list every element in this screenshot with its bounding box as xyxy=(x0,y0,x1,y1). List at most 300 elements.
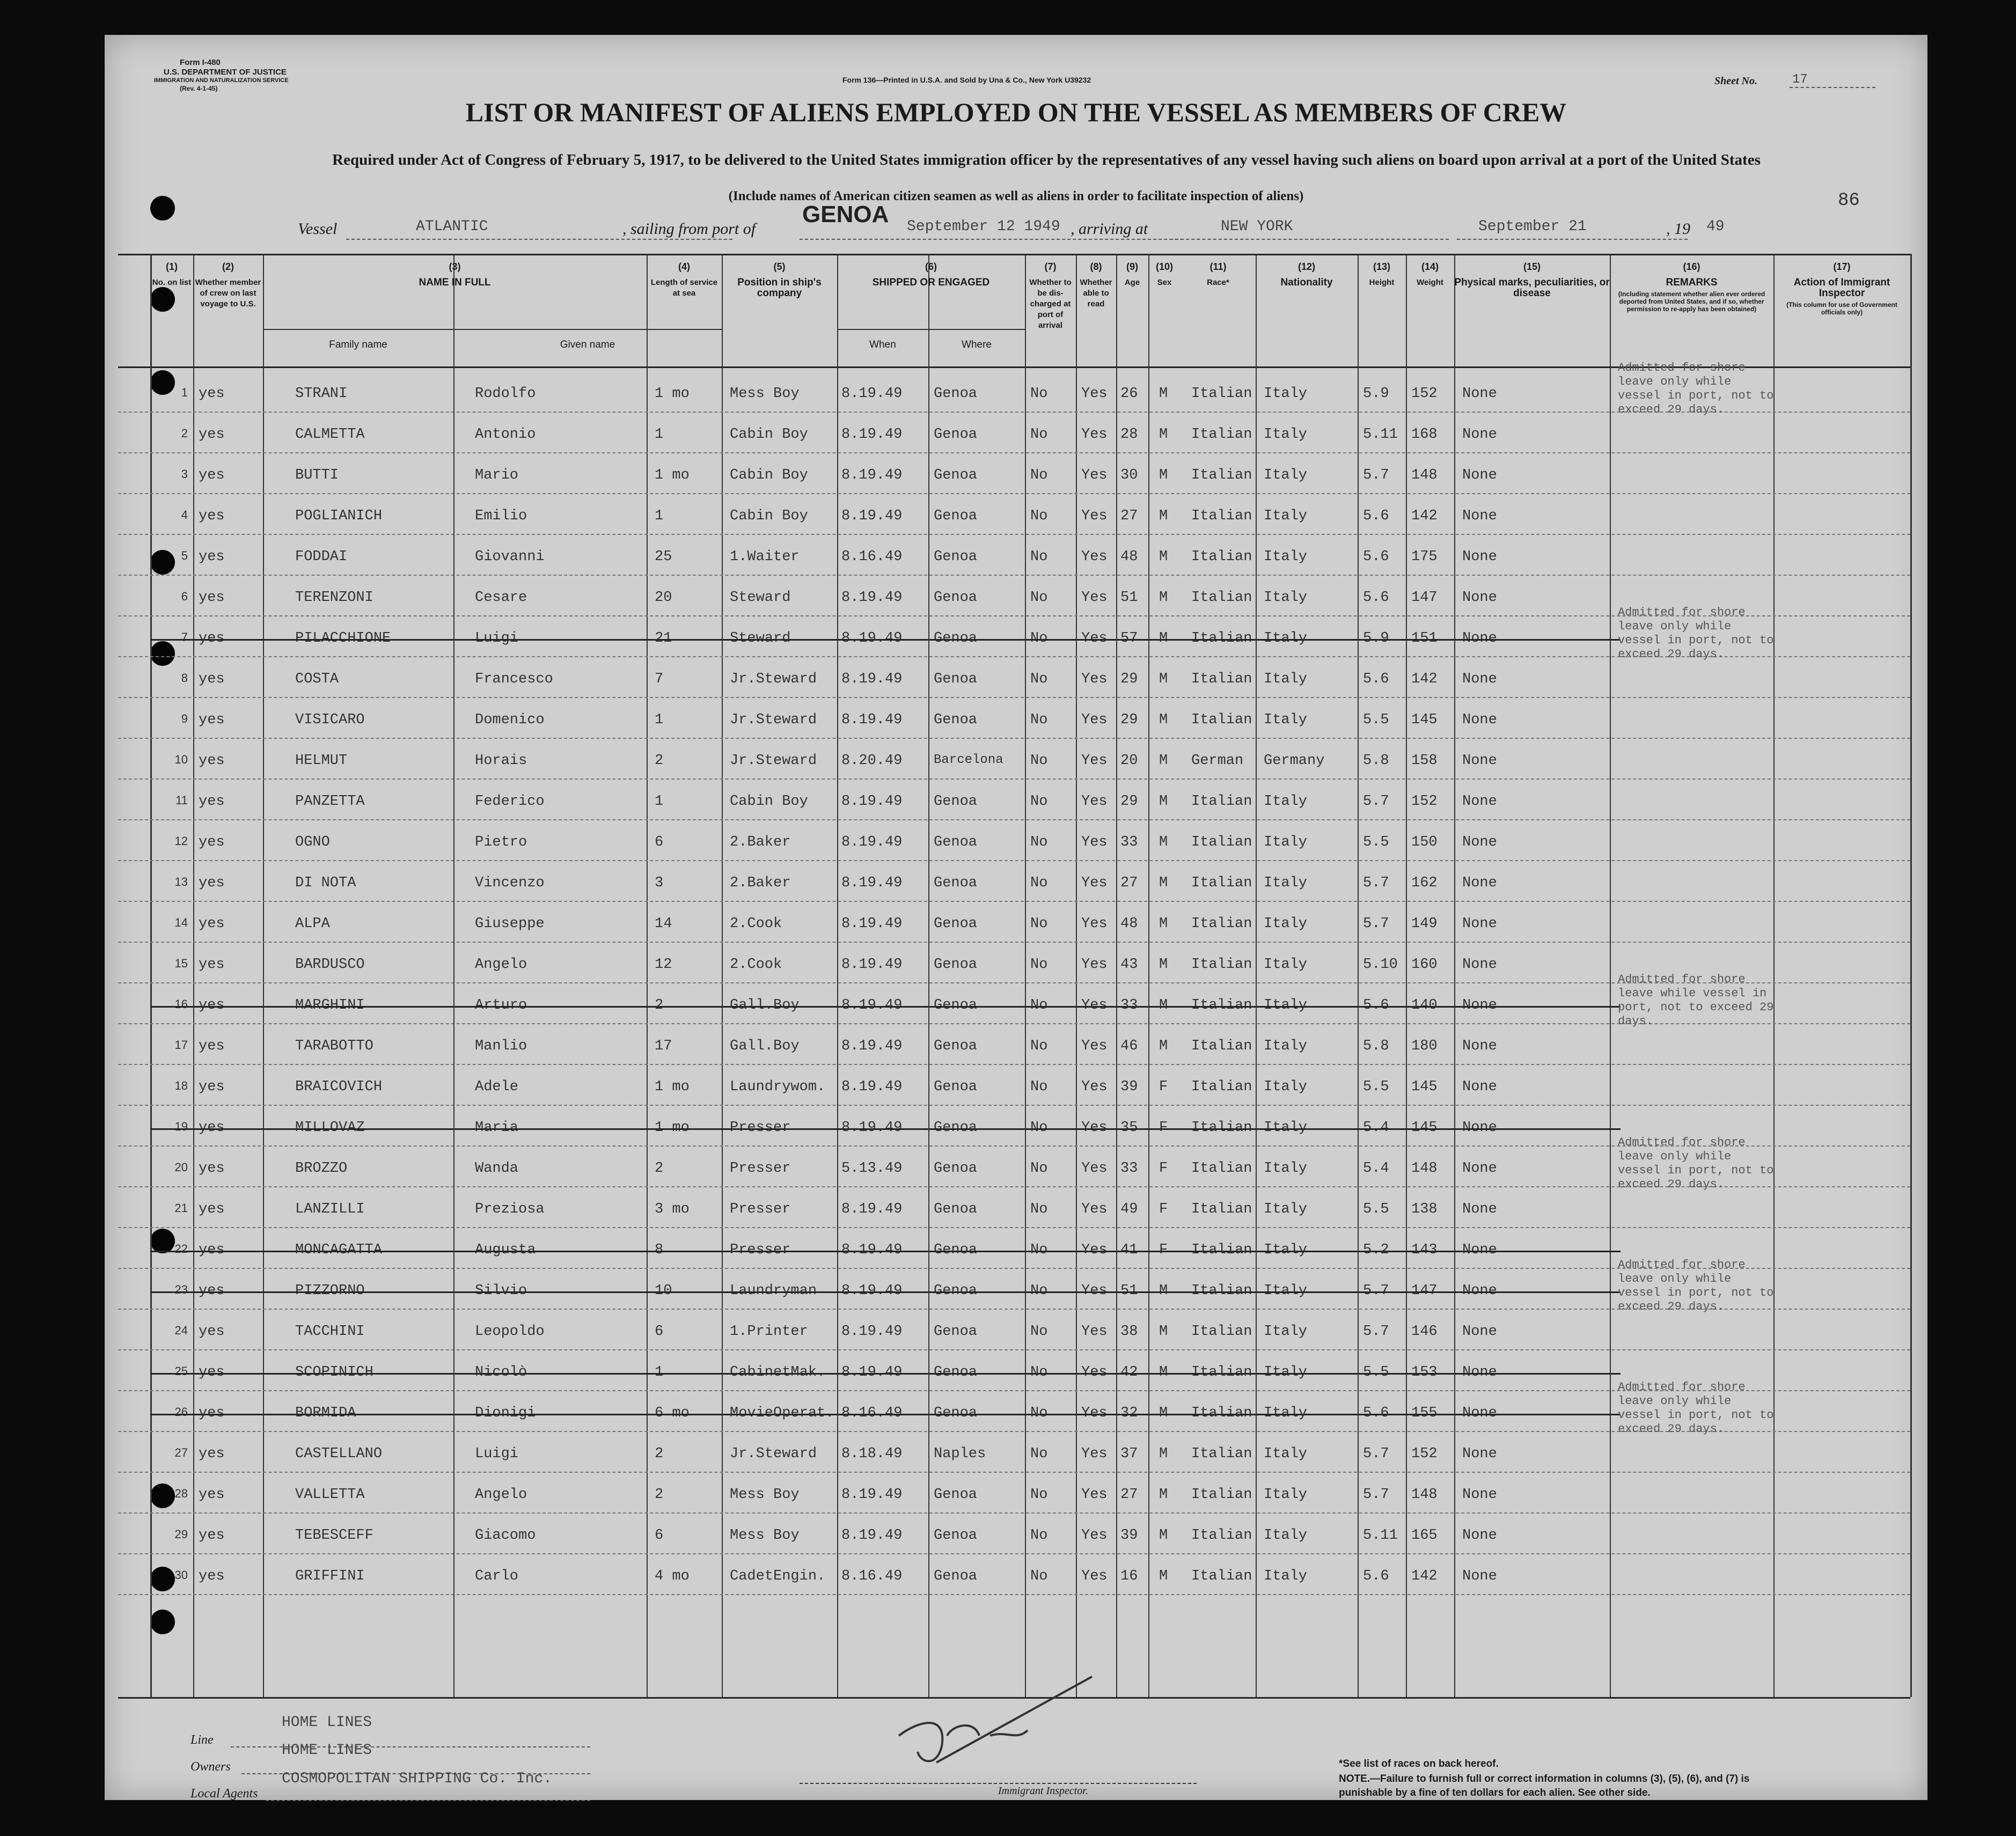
arrival-year: 49 xyxy=(1706,218,1725,235)
cell-family: BARDUSCO xyxy=(295,957,365,973)
cell-position: Presser xyxy=(730,1242,791,1258)
cell-given: Augusta xyxy=(475,1242,536,1258)
vessel-label: Vessel xyxy=(298,220,338,238)
cell-race: Italian xyxy=(1191,1201,1252,1217)
cell-given: Federico xyxy=(475,794,545,810)
cell-sex: M xyxy=(1159,1568,1168,1584)
cell-service: 1 xyxy=(655,1364,664,1380)
cell-crew: yes xyxy=(199,508,225,524)
cell-given: Wanda xyxy=(475,1161,519,1177)
cell-position: Jr.Steward xyxy=(730,712,817,728)
cell-read: Yes xyxy=(1081,1487,1108,1503)
cell-sex: M xyxy=(1159,590,1168,606)
cell-no: 7 xyxy=(181,630,188,644)
cell-when: 8.19.49 xyxy=(841,467,903,483)
agents-underline xyxy=(266,1800,590,1801)
cell-sex: M xyxy=(1159,794,1168,810)
cell-age: 33 xyxy=(1120,1161,1138,1177)
table-row xyxy=(118,1472,1910,1514)
cell-race: Italian xyxy=(1191,875,1252,891)
column-header-1 xyxy=(150,261,193,288)
cell-crew: yes xyxy=(199,1079,225,1095)
cell-weight: 152 xyxy=(1411,1446,1438,1462)
cell-service: 2 xyxy=(655,997,664,1014)
cell-age: 41 xyxy=(1120,1242,1138,1258)
cell-sex: M xyxy=(1159,630,1168,647)
cell-height: 5.11 xyxy=(1363,427,1398,443)
cell-marks: None xyxy=(1462,834,1497,850)
cell-read: Yes xyxy=(1081,1242,1108,1258)
cell-position: Cabin Boy xyxy=(730,508,808,524)
cell-family: HELMUT xyxy=(295,753,348,769)
cell-read: Yes xyxy=(1081,834,1108,850)
column-number: (7) xyxy=(1044,261,1057,272)
cell-discharged: No xyxy=(1030,1038,1048,1054)
column-header-7 xyxy=(1025,261,1076,331)
cell-marks: None xyxy=(1462,957,1497,973)
cell-age: 26 xyxy=(1120,386,1138,402)
cell-position: Cabin Boy xyxy=(730,794,808,810)
cell-race: Italian xyxy=(1191,1568,1252,1584)
cell-position: Gall.Boy xyxy=(730,997,800,1014)
line-label: Line xyxy=(190,1733,214,1747)
cell-service: 14 xyxy=(655,916,672,932)
cell-read: Yes xyxy=(1081,1038,1108,1054)
column-header-3 xyxy=(263,261,647,288)
cell-age: 37 xyxy=(1120,1446,1138,1462)
cell-position: 2.Baker xyxy=(730,834,791,850)
cell-height: 5.7 xyxy=(1363,1283,1389,1299)
cell-when: 8.19.49 xyxy=(841,794,903,810)
cell-no: 25 xyxy=(174,1364,188,1378)
agents-value: COSMOPOLITAN SHIPPING Co. Inc. xyxy=(282,1771,553,1787)
cell-no: 18 xyxy=(174,1079,188,1092)
cell-service: 1 xyxy=(655,427,664,443)
cell-family: FODDAI xyxy=(295,549,348,565)
column-label: Nationality xyxy=(1280,277,1333,288)
column-number: (14) xyxy=(1421,261,1439,272)
cell-sex: F xyxy=(1159,1120,1168,1136)
cell-crew: yes xyxy=(199,1364,225,1380)
cell-weight: 149 xyxy=(1411,916,1438,932)
cell-sex: M xyxy=(1159,753,1168,769)
cell-given: Luigi xyxy=(475,1446,519,1462)
cell-when: 8.19.49 xyxy=(841,671,903,687)
cell-family: BRAICOVICH xyxy=(295,1079,383,1095)
cell-age: 42 xyxy=(1120,1364,1138,1380)
cell-race: German xyxy=(1191,753,1244,769)
cell-discharged: No xyxy=(1030,1120,1048,1136)
column-header-5 xyxy=(722,261,837,299)
cell-when: 8.19.49 xyxy=(841,957,903,973)
form-number: Form I-480 xyxy=(180,58,221,67)
strike-through-line xyxy=(150,1414,1621,1415)
cell-height: 5.6 xyxy=(1363,508,1389,524)
cell-where: Genoa xyxy=(934,630,978,647)
cell-no: 8 xyxy=(181,671,188,685)
column-number: (6) xyxy=(925,261,937,272)
strike-through-line xyxy=(150,1291,1621,1293)
cell-height: 5.7 xyxy=(1363,916,1389,932)
cell-family: VISICARO xyxy=(295,712,365,728)
cell-family: TEBESCEFF xyxy=(295,1527,373,1544)
cell-position: 2.Baker xyxy=(730,875,791,891)
cell-where: Genoa xyxy=(934,671,978,687)
cell-when: 8.19.49 xyxy=(841,1487,903,1503)
cell-marks: None xyxy=(1462,1201,1497,1217)
cell-sex: M xyxy=(1159,1364,1168,1380)
cell-height: 5.6 xyxy=(1363,549,1389,565)
cell-height: 5.6 xyxy=(1363,1405,1389,1421)
cell-weight: 175 xyxy=(1411,549,1438,565)
cell-crew: yes xyxy=(199,1446,225,1462)
cell-weight: 142 xyxy=(1411,508,1438,524)
cell-read: Yes xyxy=(1081,1527,1108,1544)
cell-where: Genoa xyxy=(934,1568,978,1584)
cell-age: 43 xyxy=(1120,957,1138,973)
cell-when: 8.19.49 xyxy=(841,834,903,850)
cell-no: 24 xyxy=(174,1324,188,1337)
column-label: Whether able to read xyxy=(1080,278,1112,309)
cell-service: 25 xyxy=(655,549,672,565)
column-number: (16) xyxy=(1683,261,1700,272)
cell-marks: None xyxy=(1462,467,1497,483)
cell-given: Angelo xyxy=(475,957,527,973)
cell-nationality: Italy xyxy=(1264,1446,1308,1462)
cell-where: Genoa xyxy=(934,1201,978,1217)
cell-sex: F xyxy=(1159,1201,1168,1217)
cell-service: 1 xyxy=(655,712,664,728)
cell-crew: yes xyxy=(199,1487,225,1503)
cell-race: Italian xyxy=(1191,916,1252,932)
cell-given: Antonio xyxy=(475,427,536,443)
column-header-2 xyxy=(193,261,263,310)
column-header-12 xyxy=(1256,261,1358,288)
vessel-name: ATLANTIC xyxy=(416,218,488,235)
table-row xyxy=(118,452,1910,494)
cell-given: Arturo xyxy=(475,997,527,1014)
cell-when: 8.19.49 xyxy=(841,630,903,647)
port-underline xyxy=(800,239,1183,240)
cell-race: Italian xyxy=(1191,1283,1252,1299)
cell-when: 8.19.49 xyxy=(841,590,903,606)
cell-given: Cesare xyxy=(475,590,527,606)
cell-age: 28 xyxy=(1120,427,1138,443)
cell-service: 10 xyxy=(655,1283,672,1299)
cell-age: 30 xyxy=(1120,467,1138,483)
agents-label: Local Agents xyxy=(190,1787,258,1801)
column-label: SHIPPED OR ENGAGED xyxy=(872,277,990,288)
cell-when: 8.16.49 xyxy=(841,1568,903,1584)
cell-given: Carlo xyxy=(475,1568,519,1584)
cell-weight: 145 xyxy=(1411,1120,1438,1136)
sailing-label: , sailing from port of xyxy=(622,220,756,238)
column-label: Age xyxy=(1124,278,1140,287)
table-row xyxy=(118,656,1910,698)
cell-height: 5.6 xyxy=(1363,671,1389,687)
cell-crew: yes xyxy=(199,1120,225,1136)
cell-discharged: No xyxy=(1030,753,1048,769)
cell-weight: 155 xyxy=(1411,1405,1438,1421)
arriving-label: , arriving at xyxy=(1071,220,1148,238)
column-number: (9) xyxy=(1126,261,1138,272)
cell-marks: None xyxy=(1462,1405,1497,1421)
cell-discharged: No xyxy=(1030,875,1048,891)
column-header-16 xyxy=(1610,261,1773,313)
cell-where: Genoa xyxy=(934,957,978,973)
cell-given: Giovanni xyxy=(475,549,545,565)
cell-nationality: Italy xyxy=(1264,712,1308,728)
cell-crew: yes xyxy=(199,1527,225,1544)
cell-age: 49 xyxy=(1120,1201,1138,1217)
column-number: (10) xyxy=(1155,261,1173,272)
cell-sex: M xyxy=(1159,997,1168,1014)
remark-note: Admitted for shore leave only while vessel in port, not to exceed 29 days. xyxy=(1618,1380,1774,1436)
arriving-port: NEW YORK xyxy=(1221,218,1293,235)
cell-position: Cabin Boy xyxy=(730,467,808,483)
cell-height: 5.7 xyxy=(1363,1487,1389,1503)
cell-height: 5.11 xyxy=(1363,1527,1398,1544)
table-top-border xyxy=(118,254,1910,255)
cell-family: CALMETTA xyxy=(295,427,365,443)
cell-weight: 153 xyxy=(1411,1364,1438,1380)
when-where-divider xyxy=(928,329,929,1697)
cell-crew: yes xyxy=(199,427,225,443)
cell-discharged: No xyxy=(1030,386,1048,402)
cell-marks: None xyxy=(1462,753,1497,769)
cell-discharged: No xyxy=(1030,834,1048,850)
column-number: (2) xyxy=(222,261,234,272)
inspector-label: Immigrant Inspector. xyxy=(998,1785,1088,1797)
cell-age: 51 xyxy=(1120,1283,1138,1299)
cell-weight: 148 xyxy=(1411,1161,1438,1177)
cell-where: Genoa xyxy=(934,1038,978,1054)
cell-where: Genoa xyxy=(934,794,978,810)
cell-service: 4 mo xyxy=(655,1568,690,1584)
cell-where: Genoa xyxy=(934,834,978,850)
column-number: (17) xyxy=(1833,261,1851,272)
cell-race: Italian xyxy=(1191,794,1252,810)
column-label: Height xyxy=(1369,278,1395,287)
remark-note: Admitted for shore leave only while vessel in port, not to exceed 29 days. xyxy=(1618,1136,1774,1191)
cell-marks: None xyxy=(1462,630,1497,647)
cell-height: 5.5 xyxy=(1363,1364,1389,1380)
cell-race: Italian xyxy=(1191,712,1252,728)
cell-nationality: Italy xyxy=(1264,590,1308,606)
cell-sex: M xyxy=(1159,916,1168,932)
cell-discharged: No xyxy=(1030,427,1048,443)
cell-read: Yes xyxy=(1081,1120,1108,1136)
cell-family: MONCAGATTA xyxy=(295,1242,383,1258)
cell-given: Pietro xyxy=(475,834,527,850)
cell-sex: M xyxy=(1159,712,1168,728)
cell-marks: None xyxy=(1462,549,1497,565)
cell-discharged: No xyxy=(1030,508,1048,524)
cell-sex: M xyxy=(1159,386,1168,402)
cell-weight: 138 xyxy=(1411,1201,1438,1217)
column-header-11 xyxy=(1181,261,1256,288)
cell-where: Genoa xyxy=(934,1242,978,1258)
table-row xyxy=(118,738,1910,780)
table-row xyxy=(118,901,1910,943)
cell-where: Genoa xyxy=(934,1364,978,1380)
cell-age: 29 xyxy=(1120,712,1138,728)
line-value: HOME LINES xyxy=(282,1714,372,1731)
cell-height: 5.7 xyxy=(1363,794,1389,810)
cell-height: 5.7 xyxy=(1363,467,1389,483)
cell-nationality: Italy xyxy=(1264,1364,1308,1380)
cell-discharged: No xyxy=(1030,1324,1048,1340)
cell-nationality: Italy xyxy=(1264,1487,1308,1503)
cell-service: 21 xyxy=(655,630,672,647)
cell-sex: M xyxy=(1159,1038,1168,1054)
cell-position: Presser xyxy=(730,1120,791,1136)
cell-position: CabinetMak. xyxy=(730,1364,826,1380)
cell-weight: 145 xyxy=(1411,1079,1438,1095)
cell-position: Presser xyxy=(730,1201,791,1217)
cell-service: 6 xyxy=(655,1527,664,1544)
cell-sex: M xyxy=(1159,1527,1168,1544)
cell-crew: yes xyxy=(199,1283,225,1299)
table-row xyxy=(118,1553,1910,1595)
table-row xyxy=(118,493,1910,535)
cell-weight: 162 xyxy=(1411,875,1438,891)
cell-given: Adele xyxy=(475,1079,519,1095)
cell-service: 1 mo xyxy=(655,467,690,483)
cell-family: MARGHINI xyxy=(295,997,365,1014)
cell-discharged: No xyxy=(1030,1446,1048,1462)
cell-discharged: No xyxy=(1030,794,1048,810)
cell-discharged: No xyxy=(1030,1405,1048,1421)
cell-position: Mess Boy xyxy=(730,1487,800,1503)
arrival-date: September 21 xyxy=(1478,218,1587,235)
table-row xyxy=(118,1064,1910,1106)
cell-discharged: No xyxy=(1030,1527,1048,1544)
table-row xyxy=(118,1186,1910,1228)
cell-when: 8.19.49 xyxy=(841,1120,903,1136)
cell-height: 5.8 xyxy=(1363,753,1389,769)
cell-age: 32 xyxy=(1120,1405,1138,1421)
cell-marks: None xyxy=(1462,712,1497,728)
cell-position: Laundryman xyxy=(730,1283,817,1299)
signature-underline xyxy=(800,1783,1197,1784)
cell-age: 38 xyxy=(1120,1324,1138,1340)
cell-sex: M xyxy=(1159,1324,1168,1340)
column-number: (13) xyxy=(1373,261,1390,272)
cell-no: 1 xyxy=(181,386,188,399)
cell-service: 2 xyxy=(655,1161,664,1177)
cell-sex: M xyxy=(1159,875,1168,891)
cell-nationality: Italy xyxy=(1264,549,1308,565)
cell-discharged: No xyxy=(1030,1201,1048,1217)
cell-marks: None xyxy=(1462,671,1497,687)
name-subheader-rule xyxy=(263,329,722,330)
cell-given: Horais xyxy=(475,753,527,769)
cell-race: Italian xyxy=(1191,630,1252,647)
column-header-9 xyxy=(1116,261,1148,288)
cell-when: 8.19.49 xyxy=(841,386,903,402)
cell-weight: 151 xyxy=(1411,630,1438,647)
column-number: (11) xyxy=(1209,261,1227,272)
cell-family: TERENZONI xyxy=(295,590,373,606)
cell-family: PILACCHIONE xyxy=(295,630,391,647)
cell-when: 8.19.49 xyxy=(841,1527,903,1544)
cell-position: Mess Boy xyxy=(730,386,800,402)
cell-family: MILLOVAZ xyxy=(295,1120,365,1136)
cell-height: 5.5 xyxy=(1363,1079,1389,1095)
cell-where: Genoa xyxy=(934,1283,978,1299)
page-note: (Include names of American citizen seamen as well as aliens in order to facilitate inspection of aliens) xyxy=(728,189,1304,203)
cell-sex: F xyxy=(1159,1242,1168,1258)
cell-service: 2 xyxy=(655,1487,664,1503)
strike-through-line xyxy=(150,1006,1621,1008)
cell-given: Manlio xyxy=(475,1038,527,1054)
column-detail: (This column for use of Government officials only) xyxy=(1786,301,1897,316)
cell-family: BROZZO xyxy=(295,1161,348,1177)
column-header-13 xyxy=(1358,261,1406,288)
cell-discharged: No xyxy=(1030,1242,1048,1258)
cell-discharged: No xyxy=(1030,997,1048,1014)
table-row xyxy=(118,1512,1910,1554)
column-subheader: Where xyxy=(962,339,992,350)
cell-read: Yes xyxy=(1081,1079,1108,1095)
cell-weight: 152 xyxy=(1411,794,1438,810)
cell-race: Italian xyxy=(1191,1487,1252,1503)
cell-read: Yes xyxy=(1081,467,1108,483)
cell-race: Italian xyxy=(1191,834,1252,850)
column-label: REMARKS xyxy=(1666,277,1718,288)
cell-family: PANZETTA xyxy=(295,794,365,810)
cell-crew: yes xyxy=(199,957,225,973)
cell-nationality: Italy xyxy=(1264,1405,1308,1421)
cell-marks: None xyxy=(1462,427,1497,443)
table-row xyxy=(118,1431,1910,1473)
cell-position: Cabin Boy xyxy=(730,427,808,443)
cell-service: 1 xyxy=(655,508,664,524)
cell-marks: None xyxy=(1462,1487,1497,1503)
cell-crew: yes xyxy=(199,834,225,850)
cell-given: Francesco xyxy=(475,671,553,687)
cell-height: 5.9 xyxy=(1363,386,1389,402)
cell-marks: None xyxy=(1462,1242,1497,1258)
cell-read: Yes xyxy=(1081,508,1108,524)
column-label: NAME IN FULL xyxy=(419,277,491,288)
cell-nationality: Italy xyxy=(1264,1568,1308,1584)
cell-service: 6 xyxy=(655,834,664,850)
cell-nationality: Italy xyxy=(1264,508,1308,524)
cell-height: 5.7 xyxy=(1363,1446,1389,1462)
cell-service: 3 xyxy=(655,875,664,891)
cell-when: 8.19.49 xyxy=(841,712,903,728)
cell-weight: 146 xyxy=(1411,1324,1438,1340)
cell-nationality: Italy xyxy=(1264,1201,1308,1217)
column-label: Race* xyxy=(1207,278,1229,287)
cell-family: OGNO xyxy=(295,834,330,850)
cell-nationality: Italy xyxy=(1264,427,1308,443)
cell-given: Leopoldo xyxy=(475,1324,545,1340)
cell-marks: None xyxy=(1462,1527,1497,1544)
cell-no: 3 xyxy=(181,467,188,481)
cell-nationality: Italy xyxy=(1264,1038,1308,1054)
cell-crew: yes xyxy=(199,1568,225,1584)
cell-nationality: Italy xyxy=(1264,1242,1308,1258)
penalty-note: NOTE.—Failure to furnish full or correct information in columns (3), (5), (6), and (7) is punishable by a fine of ten dollars for each alien. See other side. xyxy=(1339,1773,1750,1798)
cell-read: Yes xyxy=(1081,712,1108,728)
column-label: Weight xyxy=(1417,278,1443,287)
cell-where: Genoa xyxy=(934,997,978,1014)
cell-age: 39 xyxy=(1120,1079,1138,1095)
cell-weight: 165 xyxy=(1411,1527,1438,1544)
